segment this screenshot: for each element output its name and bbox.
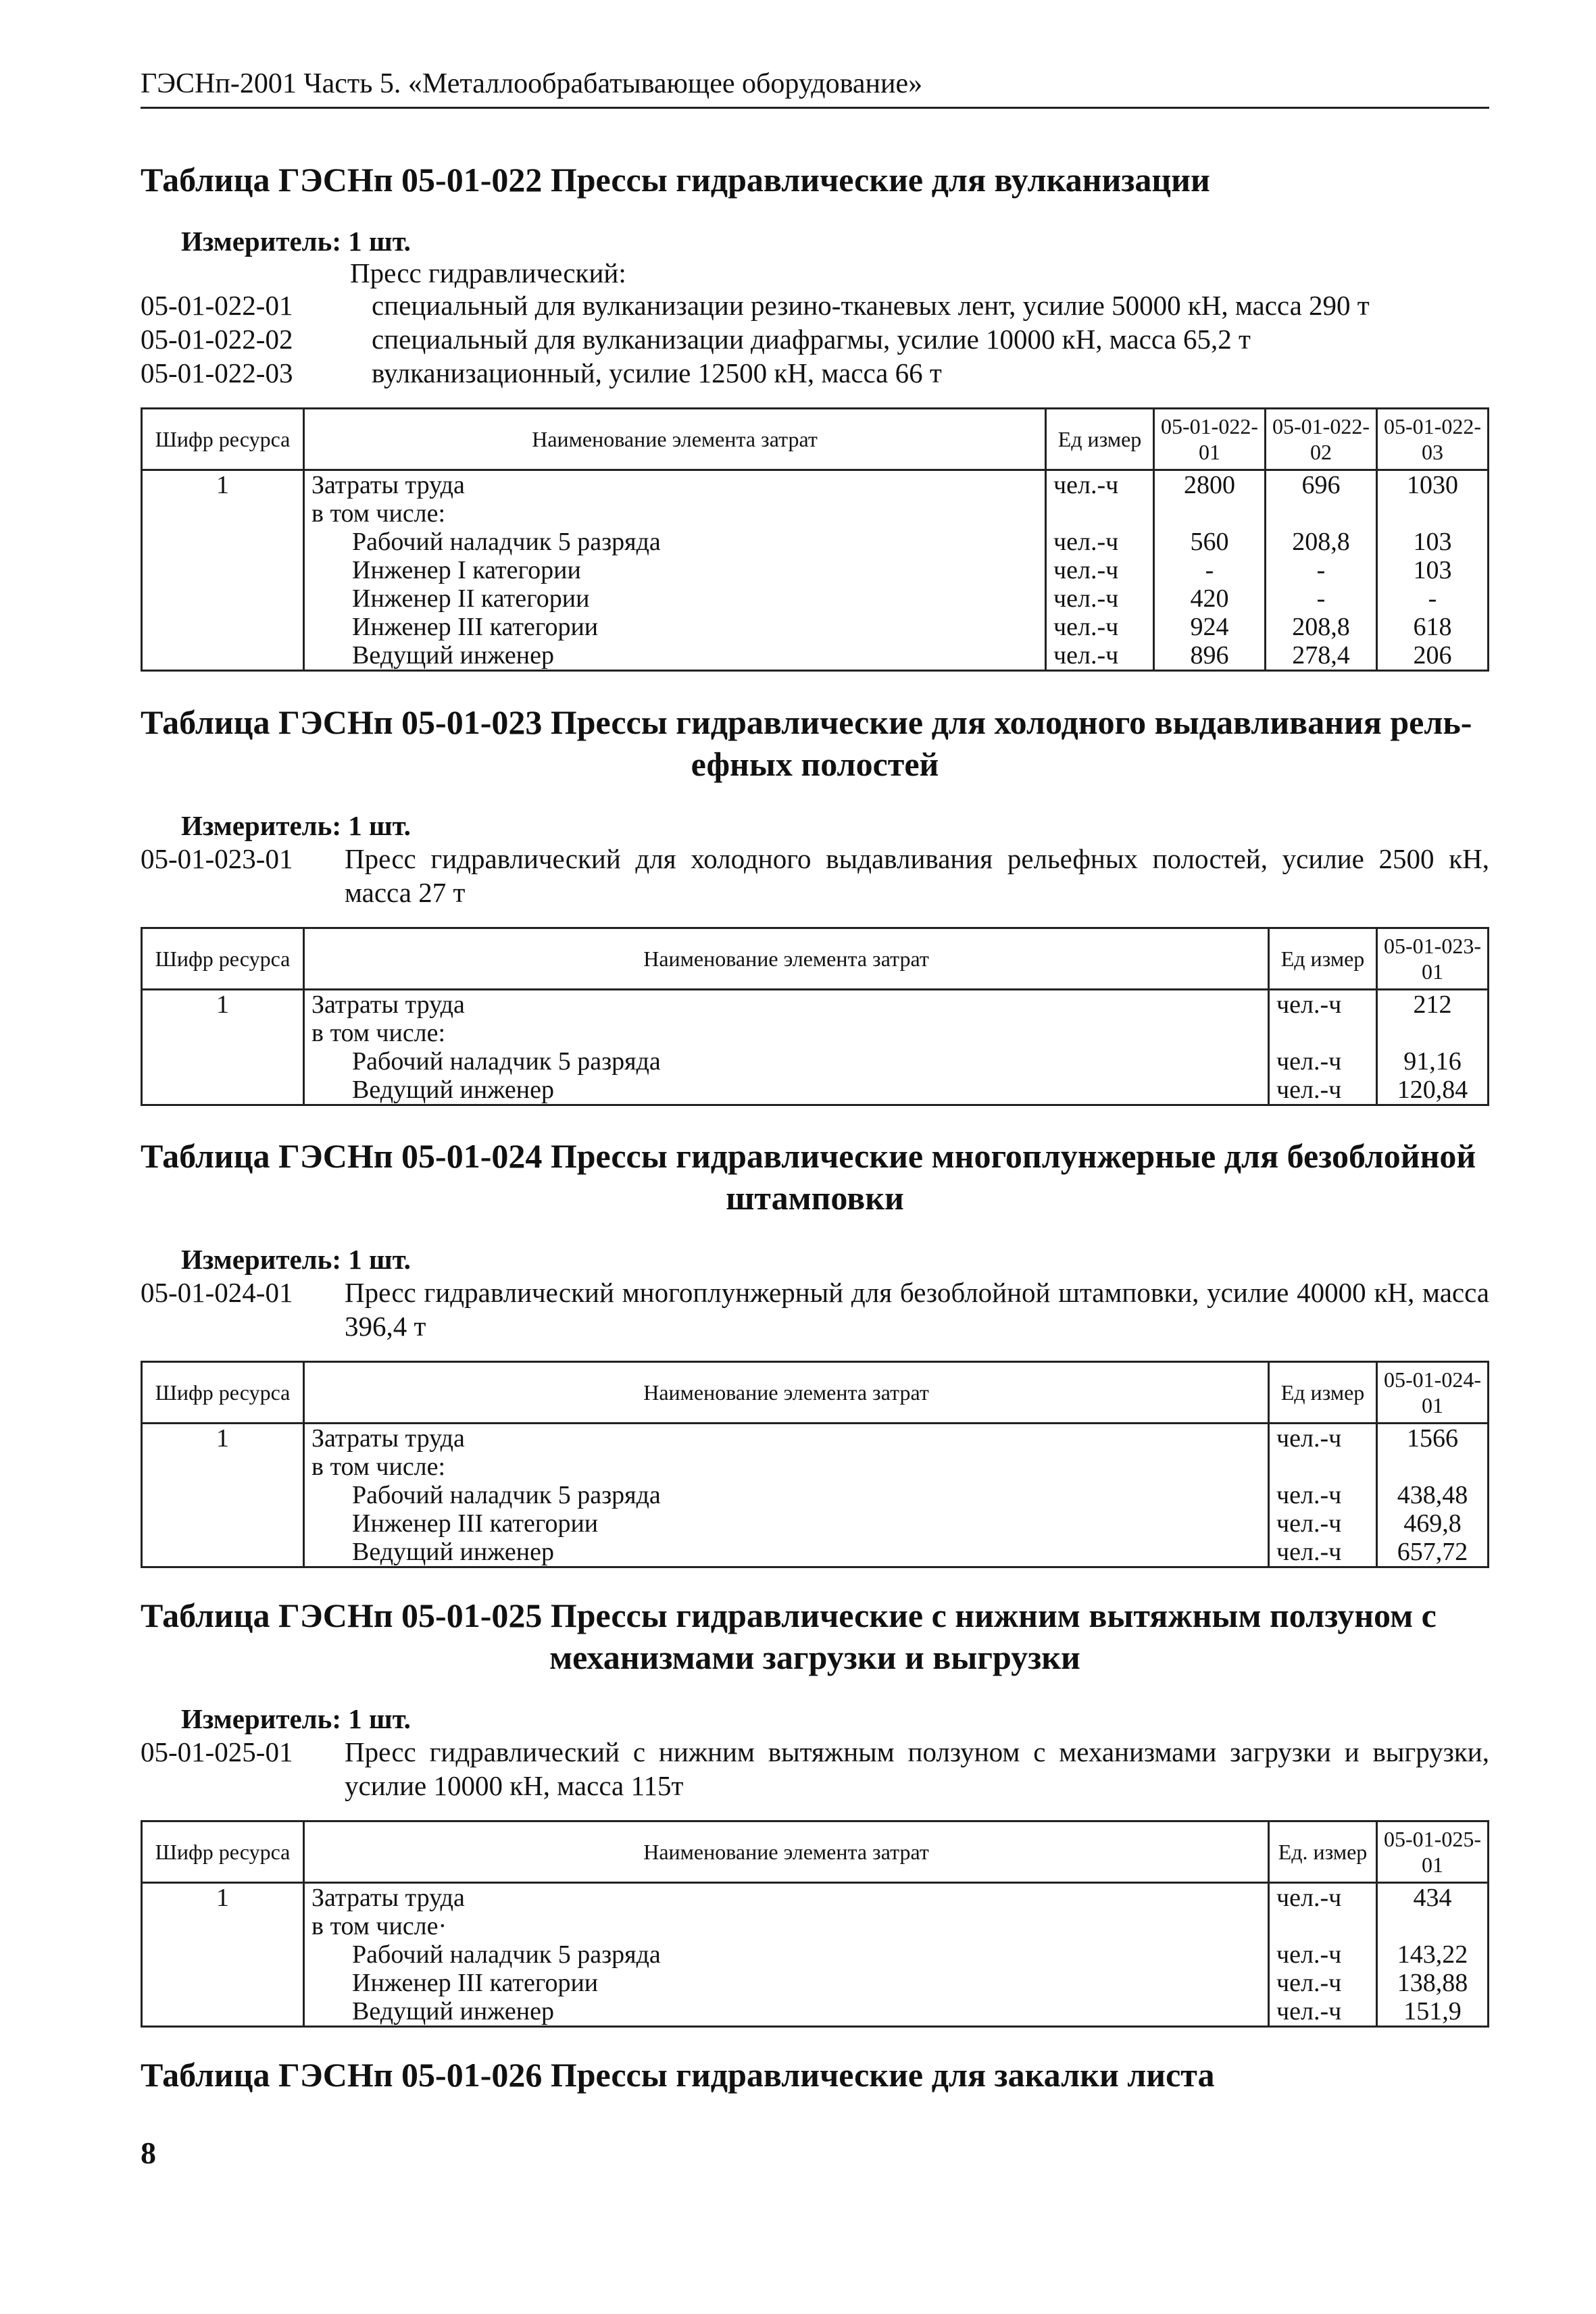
measure-line — [181, 1703, 1489, 1735]
table-row — [142, 1969, 1489, 1997]
table-title-continued: ефных полостей — [691, 745, 939, 783]
cell-code — [142, 1453, 304, 1481]
cell-code — [142, 1019, 304, 1047]
description-item — [141, 1276, 1489, 1343]
cell-name: Затраты труда — [304, 470, 1046, 500]
table-title: Таблица ГЭСНп 05-01-022 Прессы гидравлические для вулканизации — [141, 161, 1210, 199]
cell-value: 434 — [1377, 1883, 1489, 1913]
header-norm-code: 05-01-022-01 — [1154, 409, 1266, 470]
cell-unit — [1046, 499, 1154, 528]
cell-name: Затраты труда — [304, 1883, 1269, 1913]
table-row — [142, 1453, 1489, 1481]
cell-value: 924 — [1154, 613, 1266, 641]
measure-value: 1 шт. — [348, 1703, 411, 1734]
cell-value: 120,84 — [1377, 1076, 1489, 1105]
item-text: специальный для вулканизации резино-тканевых лент, усилие 50000 кН, масса 290 т — [372, 290, 1370, 321]
cell-value: 91,16 — [1377, 1047, 1489, 1076]
cell-unit: чел.-ч — [1269, 1969, 1377, 1997]
description-item — [141, 288, 1489, 322]
cell-value: 206 — [1377, 641, 1489, 671]
table-row — [142, 556, 1489, 584]
cell-value — [1377, 1453, 1489, 1481]
item-code: 05-01-024-01 — [141, 1277, 293, 1308]
cell-code — [142, 1969, 304, 1997]
table-row — [142, 1019, 1489, 1047]
cell-value: 212 — [1377, 990, 1489, 1020]
cell-value: 278,4 — [1266, 641, 1377, 671]
cell-unit: чел.-ч — [1269, 1538, 1377, 1567]
cell-unit: чел.-ч — [1046, 641, 1154, 671]
cell-code — [142, 641, 304, 671]
cell-unit: чел.-ч — [1046, 528, 1154, 556]
cell-value: 896 — [1154, 641, 1266, 671]
cell-value: 560 — [1154, 528, 1266, 556]
cell-name: Инженер III категории — [304, 1969, 1269, 1997]
table-header-row — [142, 928, 1489, 990]
cell-value: 1566 — [1377, 1424, 1489, 1453]
table-row — [142, 641, 1489, 671]
cell-value: 103 — [1377, 528, 1489, 556]
measure-value: 1 шт. — [348, 226, 411, 257]
cell-value: 469,8 — [1377, 1509, 1489, 1538]
section-05-01-023 — [141, 701, 1489, 1106]
section-05-01-022 — [141, 159, 1489, 672]
table-title-continued: штамповки — [726, 1179, 904, 1217]
table-row — [142, 1883, 1489, 1913]
cell-value: - — [1377, 584, 1489, 613]
table-header-row — [142, 409, 1489, 470]
table-row — [142, 1509, 1489, 1538]
description-item — [141, 1735, 1489, 1803]
description-item — [141, 356, 1489, 390]
table-title: Таблица ГЭСНп 05-01-024 Прессы гидравлические многоплунжерные для безоблойной — [141, 1137, 1476, 1175]
cell-value: 151,9 — [1377, 1997, 1489, 2027]
table-row — [142, 1538, 1489, 1567]
cell-code — [142, 1481, 304, 1509]
table-row — [142, 584, 1489, 613]
cell-name: Инженер III категории — [304, 613, 1046, 641]
cell-name: Рабочий наладчик 5 разряда — [304, 528, 1046, 556]
cell-code — [142, 1047, 304, 1076]
table-title: Таблица ГЭСНп 05-01-023 Прессы гидравлические для холодного выдавливания рель- — [141, 703, 1472, 741]
table-row — [142, 1940, 1489, 1969]
cell-unit: чел.-ч — [1269, 1997, 1377, 2027]
cell-code — [142, 613, 304, 641]
item-text: вулканизационный, усилие 12500 кН, масса 66 т — [372, 357, 942, 388]
cell-name: Ведущий инженер — [304, 641, 1046, 671]
cell-name: Ведущий инженер — [304, 1997, 1269, 2027]
item-text: Пресс гидравлический многоплунжерный для безоблойной штамповки, усилие 40000 кН, масса 396,4 т — [345, 1277, 1489, 1342]
table-row — [142, 470, 1489, 500]
header-name: Наименование элемента затрат — [304, 1362, 1269, 1424]
cell-value: 208,8 — [1266, 613, 1377, 641]
header-name: Наименование элемента затрат — [304, 1821, 1269, 1883]
running-head: ГЭСНп-2001 Часть 5. «Металлообрабатывающее оборудование» — [141, 68, 1489, 109]
measure-label: Измеритель: — [181, 1703, 342, 1734]
cell-unit — [1269, 1453, 1377, 1481]
header-code: Шифр ресурса — [142, 1362, 304, 1424]
measure-line — [181, 809, 1489, 842]
header-norm-code: 05-01-022-03 — [1377, 409, 1489, 470]
cell-name: Рабочий наладчик 5 разряда — [304, 1940, 1269, 1969]
norm-table — [141, 1820, 1489, 2028]
header-code: Шифр ресурса — [142, 928, 304, 990]
header-norm-code: 05-01-022-02 — [1266, 409, 1377, 470]
description-item — [141, 842, 1489, 909]
cell-value — [1266, 499, 1377, 528]
header-unit: Ед измер — [1269, 928, 1377, 990]
cell-name: в том числе: — [304, 1453, 1269, 1481]
cell-value: 420 — [1154, 584, 1266, 613]
cell-value — [1377, 1019, 1489, 1047]
cell-value: 2800 — [1154, 470, 1266, 500]
item-code: 05-01-023-01 — [141, 843, 293, 874]
cell-name: в том числе: — [304, 1019, 1269, 1047]
cell-name: Затраты труда — [304, 1424, 1269, 1453]
cell-unit: чел.-ч — [1046, 470, 1154, 500]
cell-unit: чел.-ч — [1269, 1509, 1377, 1538]
page-number: 8 — [141, 2136, 156, 2170]
table-row — [142, 1997, 1489, 2027]
header-norm-code: 05-01-023-01 — [1377, 928, 1489, 990]
cell-unit: чел.-ч — [1269, 1047, 1377, 1076]
cell-name: Рабочий наладчик 5 разряда — [304, 1047, 1269, 1076]
table-row — [142, 499, 1489, 528]
description-item — [141, 322, 1489, 356]
norm-table — [141, 407, 1489, 672]
table-row — [142, 1912, 1489, 1940]
cell-code — [142, 1509, 304, 1538]
section-05-01-026 — [141, 2054, 1489, 2096]
header-unit: Ед измер — [1046, 409, 1154, 470]
header-code: Шифр ресурса — [142, 409, 304, 470]
cell-code — [142, 528, 304, 556]
cell-value: 438,48 — [1377, 1481, 1489, 1509]
measure-label: Измеритель: — [181, 1244, 342, 1275]
section-05-01-024 — [141, 1135, 1489, 1568]
cell-unit: чел.-ч — [1046, 556, 1154, 584]
table-row — [142, 990, 1489, 1020]
cell-code — [142, 584, 304, 613]
cell-unit — [1269, 1019, 1377, 1047]
cell-name: Затраты труда — [304, 990, 1269, 1020]
cell-name: Рабочий наладчик 5 разряда — [304, 1481, 1269, 1509]
cell-unit: чел.-ч — [1269, 1481, 1377, 1509]
section-05-01-025 — [141, 1594, 1489, 2028]
table-row — [142, 1424, 1489, 1453]
description-intro: Пресс гидравлический: — [350, 257, 626, 288]
cell-unit: чел.-ч — [1269, 1940, 1377, 1969]
table-row — [142, 1076, 1489, 1105]
norm-table — [141, 927, 1489, 1106]
cell-value: - — [1154, 556, 1266, 584]
measure-value: 1 шт. — [348, 810, 411, 841]
cell-name: в том числе· — [304, 1912, 1269, 1940]
header-norm-code: 05-01-024-01 — [1377, 1362, 1489, 1424]
cell-unit: чел.-ч — [1269, 990, 1377, 1020]
item-code: 05-01-022-01 — [141, 290, 293, 321]
cell-unit: чел.-ч — [1269, 1883, 1377, 1913]
cell-code: 1 — [142, 470, 304, 500]
measure-label: Измеритель: — [181, 226, 342, 257]
cell-unit: чел.-ч — [1269, 1424, 1377, 1453]
cell-code — [142, 1538, 304, 1567]
table-header-row — [142, 1362, 1489, 1424]
cell-code: 1 — [142, 1883, 304, 1913]
cell-value: 143,22 — [1377, 1940, 1489, 1969]
cell-code — [142, 1997, 304, 2027]
cell-name: Инженер III категории — [304, 1509, 1269, 1538]
table-title-continued: механизмами загрузки и выгрузки — [549, 1638, 1080, 1676]
header-norm-code: 05-01-025-01 — [1377, 1821, 1489, 1883]
norm-table — [141, 1361, 1489, 1568]
cell-code — [142, 1940, 304, 1969]
cell-value: 657,72 — [1377, 1538, 1489, 1567]
item-code: 05-01-025-01 — [141, 1736, 293, 1767]
table-row — [142, 1481, 1489, 1509]
cell-unit: чел.-ч — [1046, 584, 1154, 613]
cell-name: Ведущий инженер — [304, 1538, 1269, 1567]
item-code: 05-01-022-03 — [141, 357, 293, 388]
cell-name: Ведущий инженер — [304, 1076, 1269, 1105]
cell-value: 208,8 — [1266, 528, 1377, 556]
measure-label: Измеритель: — [181, 810, 342, 841]
cell-value — [1377, 499, 1489, 528]
cell-value: - — [1266, 584, 1377, 613]
measure-line — [181, 1243, 1489, 1276]
cell-code — [142, 1076, 304, 1105]
cell-name: Инженер II категории — [304, 584, 1046, 613]
table-row — [142, 613, 1489, 641]
cell-unit: чел.-ч — [1269, 1076, 1377, 1105]
table-title: Таблица ГЭСНп 05-01-026 Прессы гидравлические для закалки листа — [141, 2056, 1215, 2094]
cell-value: 103 — [1377, 556, 1489, 584]
cell-value — [1377, 1912, 1489, 1940]
table-row — [142, 528, 1489, 556]
item-text: специальный для вулканизации диафрагмы, усилие 10000 кН, масса 65,2 т — [372, 324, 1251, 355]
cell-value: - — [1266, 556, 1377, 584]
cell-unit — [1269, 1912, 1377, 1940]
cell-name: в том числе: — [304, 499, 1046, 528]
cell-code — [142, 556, 304, 584]
measure-value: 1 шт. — [348, 1244, 411, 1275]
table-header-row — [142, 1821, 1489, 1883]
item-text: Пресс гидравлический для холодного выдавливания рельефных полостей, усилие 2500 кН, масса 27 т — [345, 843, 1489, 908]
cell-value: 696 — [1266, 470, 1377, 500]
item-code: 05-01-022-02 — [141, 324, 293, 355]
cell-name: Инженер I категории — [304, 556, 1046, 584]
cell-code — [142, 499, 304, 528]
cell-value: 618 — [1377, 613, 1489, 641]
header-unit: Ед измер — [1269, 1362, 1377, 1424]
table-title: Таблица ГЭСНп 05-01-025 Прессы гидравлические с нижним вытяжным ползуном с — [141, 1596, 1437, 1634]
header-name: Наименование элемента затрат — [304, 928, 1269, 990]
cell-unit: чел.-ч — [1046, 613, 1154, 641]
measure-line — [181, 225, 1489, 257]
cell-value: 138,88 — [1377, 1969, 1489, 1997]
cell-value: 1030 — [1377, 470, 1489, 500]
header-unit: Ед. измер — [1269, 1821, 1377, 1883]
header-name: Наименование элемента затрат — [304, 409, 1046, 470]
header-code: Шифр ресурса — [142, 1821, 304, 1883]
cell-value — [1154, 499, 1266, 528]
table-row — [142, 1047, 1489, 1076]
cell-code: 1 — [142, 1424, 304, 1453]
item-text: Пресс гидравлический с нижним вытяжным ползуном с механизмами загрузки и выгрузки, усилие 10000 кН, масса 115т — [345, 1736, 1489, 1801]
cell-code — [142, 1912, 304, 1940]
cell-code: 1 — [142, 990, 304, 1020]
